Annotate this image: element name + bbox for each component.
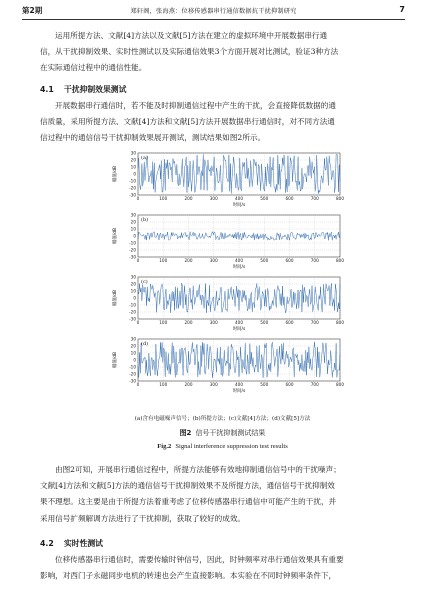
x-tick-label: 200 (184, 196, 193, 201)
text-line: 信质量，采用所提方法、文献[4]方法和文献[5]方法开展数据串行通信时，对不同方法通 (40, 117, 335, 127)
x-tick-label: 700 (310, 196, 319, 201)
y-tick-label: -30 (129, 316, 136, 322)
y-axis-label: 幅值/dB (113, 165, 118, 183)
x-tick-label: 400 (235, 320, 243, 325)
y-tick-label: 20 (130, 219, 136, 225)
figure-2-plots (108, 150, 348, 400)
section-title: 实时性测试 (64, 539, 103, 548)
x-tick-label: 400 (235, 196, 243, 201)
x-tick-label: 0 (136, 320, 140, 325)
plot-panel (111, 151, 344, 208)
y-tick-label: -20 (129, 185, 136, 191)
x-tick-label: 0 (136, 196, 140, 201)
y-tick-label: 30 (130, 150, 136, 156)
panel-tag: (c) (141, 279, 148, 285)
issue-number: 第2期 (22, 6, 43, 15)
x-tick-label: 0 (136, 258, 140, 263)
figure-caption-en (40, 443, 405, 450)
x-tick-label: 800 (336, 196, 344, 201)
x-tick-label: 700 (310, 258, 319, 263)
y-tick-label: 30 (130, 274, 136, 280)
section-heading (40, 538, 103, 549)
x-tick-label: 600 (285, 258, 294, 263)
y-tick-label: 0 (133, 295, 136, 301)
section-41-paragraph (40, 98, 405, 147)
figure-caption-cn (40, 428, 405, 438)
x-tick-label: 500 (260, 382, 269, 387)
y-axis-label: 幅值/dB (113, 227, 118, 245)
figure-caption-text-en: Signal interference suppression test results (175, 443, 288, 450)
y-tick-label: 0 (133, 171, 136, 177)
y-tick-label: -30 (129, 254, 136, 260)
x-tick-label: 0 (136, 382, 140, 387)
y-tick-label: -30 (129, 378, 136, 384)
x-tick-label: 800 (336, 382, 344, 387)
text-line: 由图2可知，开展串行通信过程中，所提方法能够有效地抑制通信信号中的干扰噪声； (55, 465, 341, 474)
figure-label-en: Fig.2 (157, 443, 172, 450)
section-42-paragraph (40, 552, 405, 584)
x-tick-label: 700 (310, 320, 319, 325)
y-tick-label: 30 (130, 212, 136, 218)
x-tick-label: 400 (235, 382, 243, 387)
y-tick-label: -10 (129, 178, 136, 184)
y-tick-label: -20 (129, 309, 136, 315)
figure-subcaption: (a)含有电磁噪声信号；(b)所提方法；(c)文献[4]方法；(d)文献[5]方法 (134, 416, 311, 422)
y-tick-label: -10 (129, 302, 136, 308)
x-tick-label: 100 (159, 196, 168, 201)
x-tick-label: 600 (285, 196, 294, 201)
text-line: 在实际通信过程中的通信性能。 (40, 63, 147, 73)
figure-2 (108, 150, 348, 410)
text-line: 开展数据串行通信时，若不能及时抑制通信过程中产生的干扰，会直接降低数据的通 (55, 101, 336, 110)
x-tick-label: 800 (336, 320, 344, 325)
text-line: 果不理想。这主要是由于所提方法着重考虑了位移传感器串行通信中可能产生的干扰，并 (40, 497, 337, 507)
x-tick-label: 600 (285, 382, 294, 387)
text-line: 文献[4]方法和文献[5]方法的通信信号干扰抑制效果不及所提方法，通信信号干扰抑制效 (40, 481, 335, 491)
text-line: 信，从干扰抑制效果、实时性测试以及实际通信效果3个方面开展对比测试，验证3种方法 (40, 47, 339, 57)
y-tick-label: 20 (130, 343, 136, 349)
y-tick-label: 10 (130, 164, 136, 170)
intro-paragraph (40, 28, 405, 77)
x-tick-label: 200 (184, 258, 193, 263)
text-line: 运用所提方法、文献[4]方法以及文献[5]方法在建立的虚拟环境中开展数据串行通 (55, 31, 328, 40)
x-tick-label: 200 (184, 382, 193, 387)
y-tick-label: 20 (130, 157, 136, 163)
plot-panel (111, 213, 344, 270)
x-tick-label: 500 (260, 258, 269, 263)
discussion-paragraph (40, 462, 405, 527)
y-axis-label: 幅值/dB (113, 351, 118, 369)
x-tick-label: 100 (159, 382, 168, 387)
y-tick-label: 0 (133, 233, 136, 239)
page-number: 7 (399, 5, 405, 14)
x-tick-label: 300 (209, 320, 218, 325)
y-tick-label: 20 (130, 281, 136, 287)
x-tick-label: 100 (159, 320, 168, 325)
text-line: 位移传感器串行通信时，需要传输时钟信号，因此，时钟频率对串行通信效果具有重要 (55, 555, 344, 564)
plot-panel (111, 337, 344, 394)
y-tick-label: 30 (130, 336, 136, 342)
x-tick-label: 300 (209, 382, 218, 387)
x-tick-label: 600 (285, 320, 294, 325)
x-axis-label: 时间/s (232, 389, 246, 394)
section-heading (40, 84, 126, 95)
x-axis-label: 时间/s (232, 203, 246, 208)
x-axis-label: 时间/s (232, 265, 246, 270)
y-tick-label: -30 (129, 192, 136, 198)
x-tick-label: 300 (209, 196, 218, 201)
x-tick-label: 500 (260, 196, 269, 201)
text-line: 影响，对西门子永磁同步电机的转速也会产生直接影响。本实验在不同时钟频率条件下， (40, 571, 337, 581)
y-tick-label: -20 (129, 371, 136, 377)
y-tick-label: 10 (130, 288, 136, 294)
running-header (22, 5, 405, 20)
y-tick-label: -10 (129, 364, 136, 370)
x-tick-label: 400 (235, 258, 243, 263)
x-tick-label: 700 (310, 382, 319, 387)
panel-tag: (a) (141, 155, 148, 161)
text-line: 信过程中的通信信号干扰抑制效果展开测试，测试结果如图2所示。 (40, 133, 266, 143)
x-tick-label: 500 (260, 320, 269, 325)
running-title: 郑轩阁，张海燕：位移传感器串行通信数据抗干扰抑制研究 (130, 8, 297, 15)
text-line: 采用信号扩频解调方法进行了干扰抑制，获取了较好的成效。 (40, 513, 246, 523)
panel-tag: (d) (141, 341, 149, 347)
section-title: 干扰抑制效果测试 (64, 85, 127, 94)
y-axis-label: 幅值/dB (113, 289, 118, 307)
y-tick-label: -10 (129, 240, 136, 246)
x-tick-label: 100 (159, 258, 168, 263)
x-tick-label: 800 (336, 258, 344, 263)
section-number: 4.2 (40, 539, 54, 548)
figure-label-cn: 图2 (179, 429, 192, 437)
y-tick-label: 0 (133, 357, 136, 363)
figure-caption-text-cn: 信号干扰抑制测试结果 (195, 429, 266, 437)
y-tick-label: 10 (130, 226, 136, 232)
section-number: 4.1 (40, 85, 54, 94)
panel-tag: (b) (141, 217, 149, 223)
x-axis-label: 时间/s (232, 327, 246, 332)
x-tick-label: 300 (209, 258, 218, 263)
y-tick-label: -20 (129, 247, 136, 253)
y-tick-label: 10 (130, 350, 136, 356)
x-tick-label: 200 (184, 320, 193, 325)
plot-panel (111, 275, 344, 332)
